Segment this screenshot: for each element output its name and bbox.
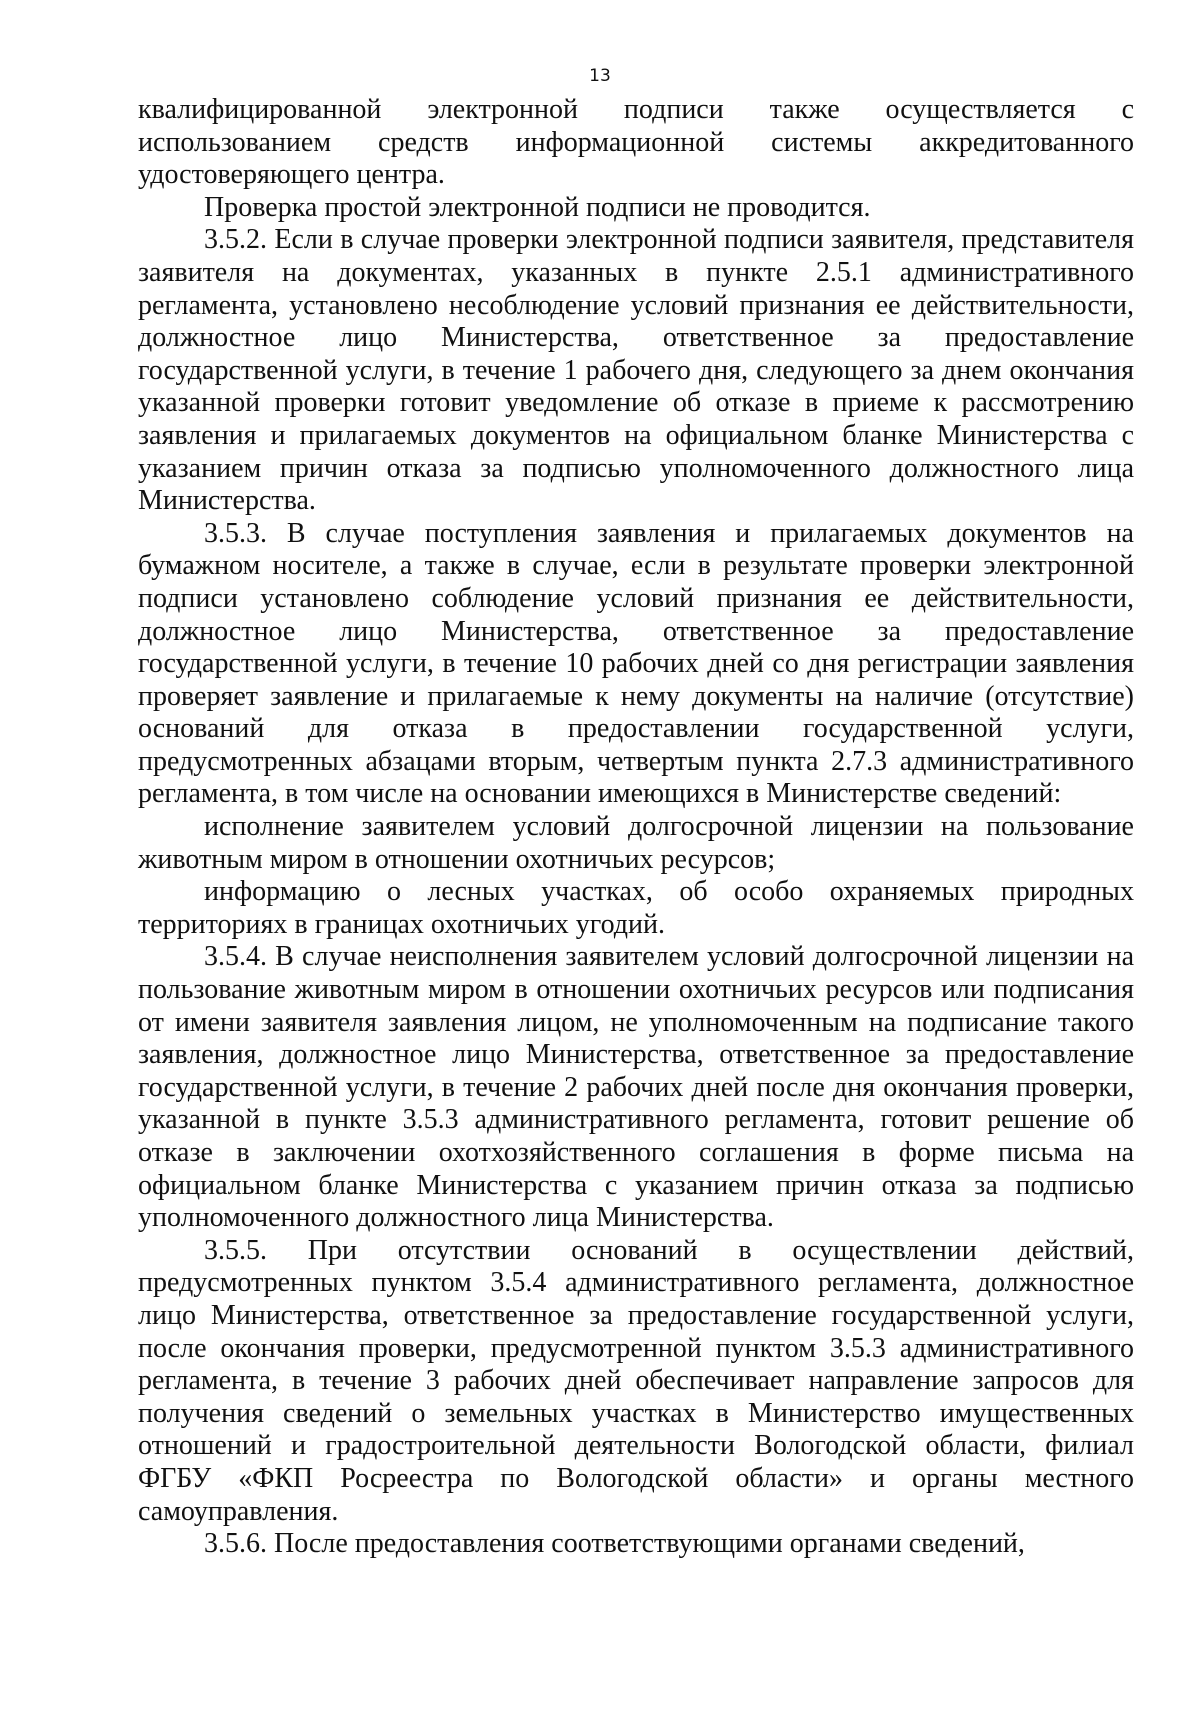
paragraph-3-5-4: 3.5.4. В случае неисполнения заявителем условий долгосрочной лицензии на пользование животным миром в отношении охотничьих ресурсов или подписания от имени заявителя заявления лицом, не уполномоченным на подписание такого заявления, должностное лицо Министерства, ответственное за предоставление государственной услуги, в течение 2 рабочих дней после дня окончания проверки, указанной в пункте 3.5.3 административного регламента, готовит решение об отказе в заключении охотхозяйственного соглашения в форме письма на официальном бланке Министерства с указанием причин отказа за подписью уполномоченного должностного лица Министерства. [138,941,1134,1234]
paragraph-simple-signature: Проверка простой электронной подписи не проводится. [204,191,871,223]
list-item-forest-plots: информацию о лесных участках, об особо охраняемых природных территориях в границах охотничьих угодий. [138,876,1134,940]
paragraph-3-5-3: 3.5.3. В случае поступления заявления и прилагаемых документов на бумажном носителе, а также в случае, если в результате проверки электронной подписи установлено соблюдение условий признания ее действительности, должностное лицо Министерства, ответственное за предоставление государственной услуги, в течение 10 рабочих дней со дня регистрации заявления проверяет заявление и прилагаемые к нему документы на наличие (отсутствие) оснований для отказа в предоставлении государственной услуги, предусмотренных абзацами вторым, четвертым пункта 2.7.3 административного регламента, в том числе на основании имеющихся в Министерстве сведений: [138,517,1134,810]
paragraph-3-5-2: 3.5.2. Если в случае проверки электронной подписи заявителя, представителя заявителя на документах, указанных в пункте 2.5.1 административного регламента, установлено несоблюдение условий признания ее действительности, должностное лицо Министерства, ответственное за предоставление государственной услуги, в течение 1 рабочего дня, следующего за днем окончания указанной проверки готовит уведомление об отказе в приеме к рассмотрению заявления и прилагаемых документов на официальном бланке Министерства с указанием причин отказа за подписью уполномоченного должностного лица Министерства. [138,224,1134,517]
paragraph-signature-continuation: квалифицированной электронной подписи также осуществляется с использованием средств информационной системы аккредитованного удостоверяющего центра. [138,94,1134,191]
list-item-license-compliance: исполнение заявителем условий долгосрочной лицензии на пользование животным миром в отношении охотничьих ресурсов; [138,811,1134,875]
page-number: 13 [589,66,611,86]
paragraph-3-5-5: 3.5.5. При отсутствии оснований в осуществлении действий, предусмотренных пунктом 3.5.4 административного регламента, должностное лицо Министерства, ответственное за предоставление государственной услуги, после окончания проверки, предусмотренной пунктом 3.5.3 административного регламента, в течение 3 рабочих дней обеспечивает направление запросов для получения сведений о земельных участках в Министерство имущественных отношений и градостроительной деятельности Вологодской области, филиал ФГБУ «ФКП Росреестра по Вологодской области» и органы местного самоуправления. [138,1234,1134,1527]
document-body [138,94,1134,1561]
paragraph-3-5-6: 3.5.6. После предоставления соответствующими органами сведений, [204,1528,1025,1560]
